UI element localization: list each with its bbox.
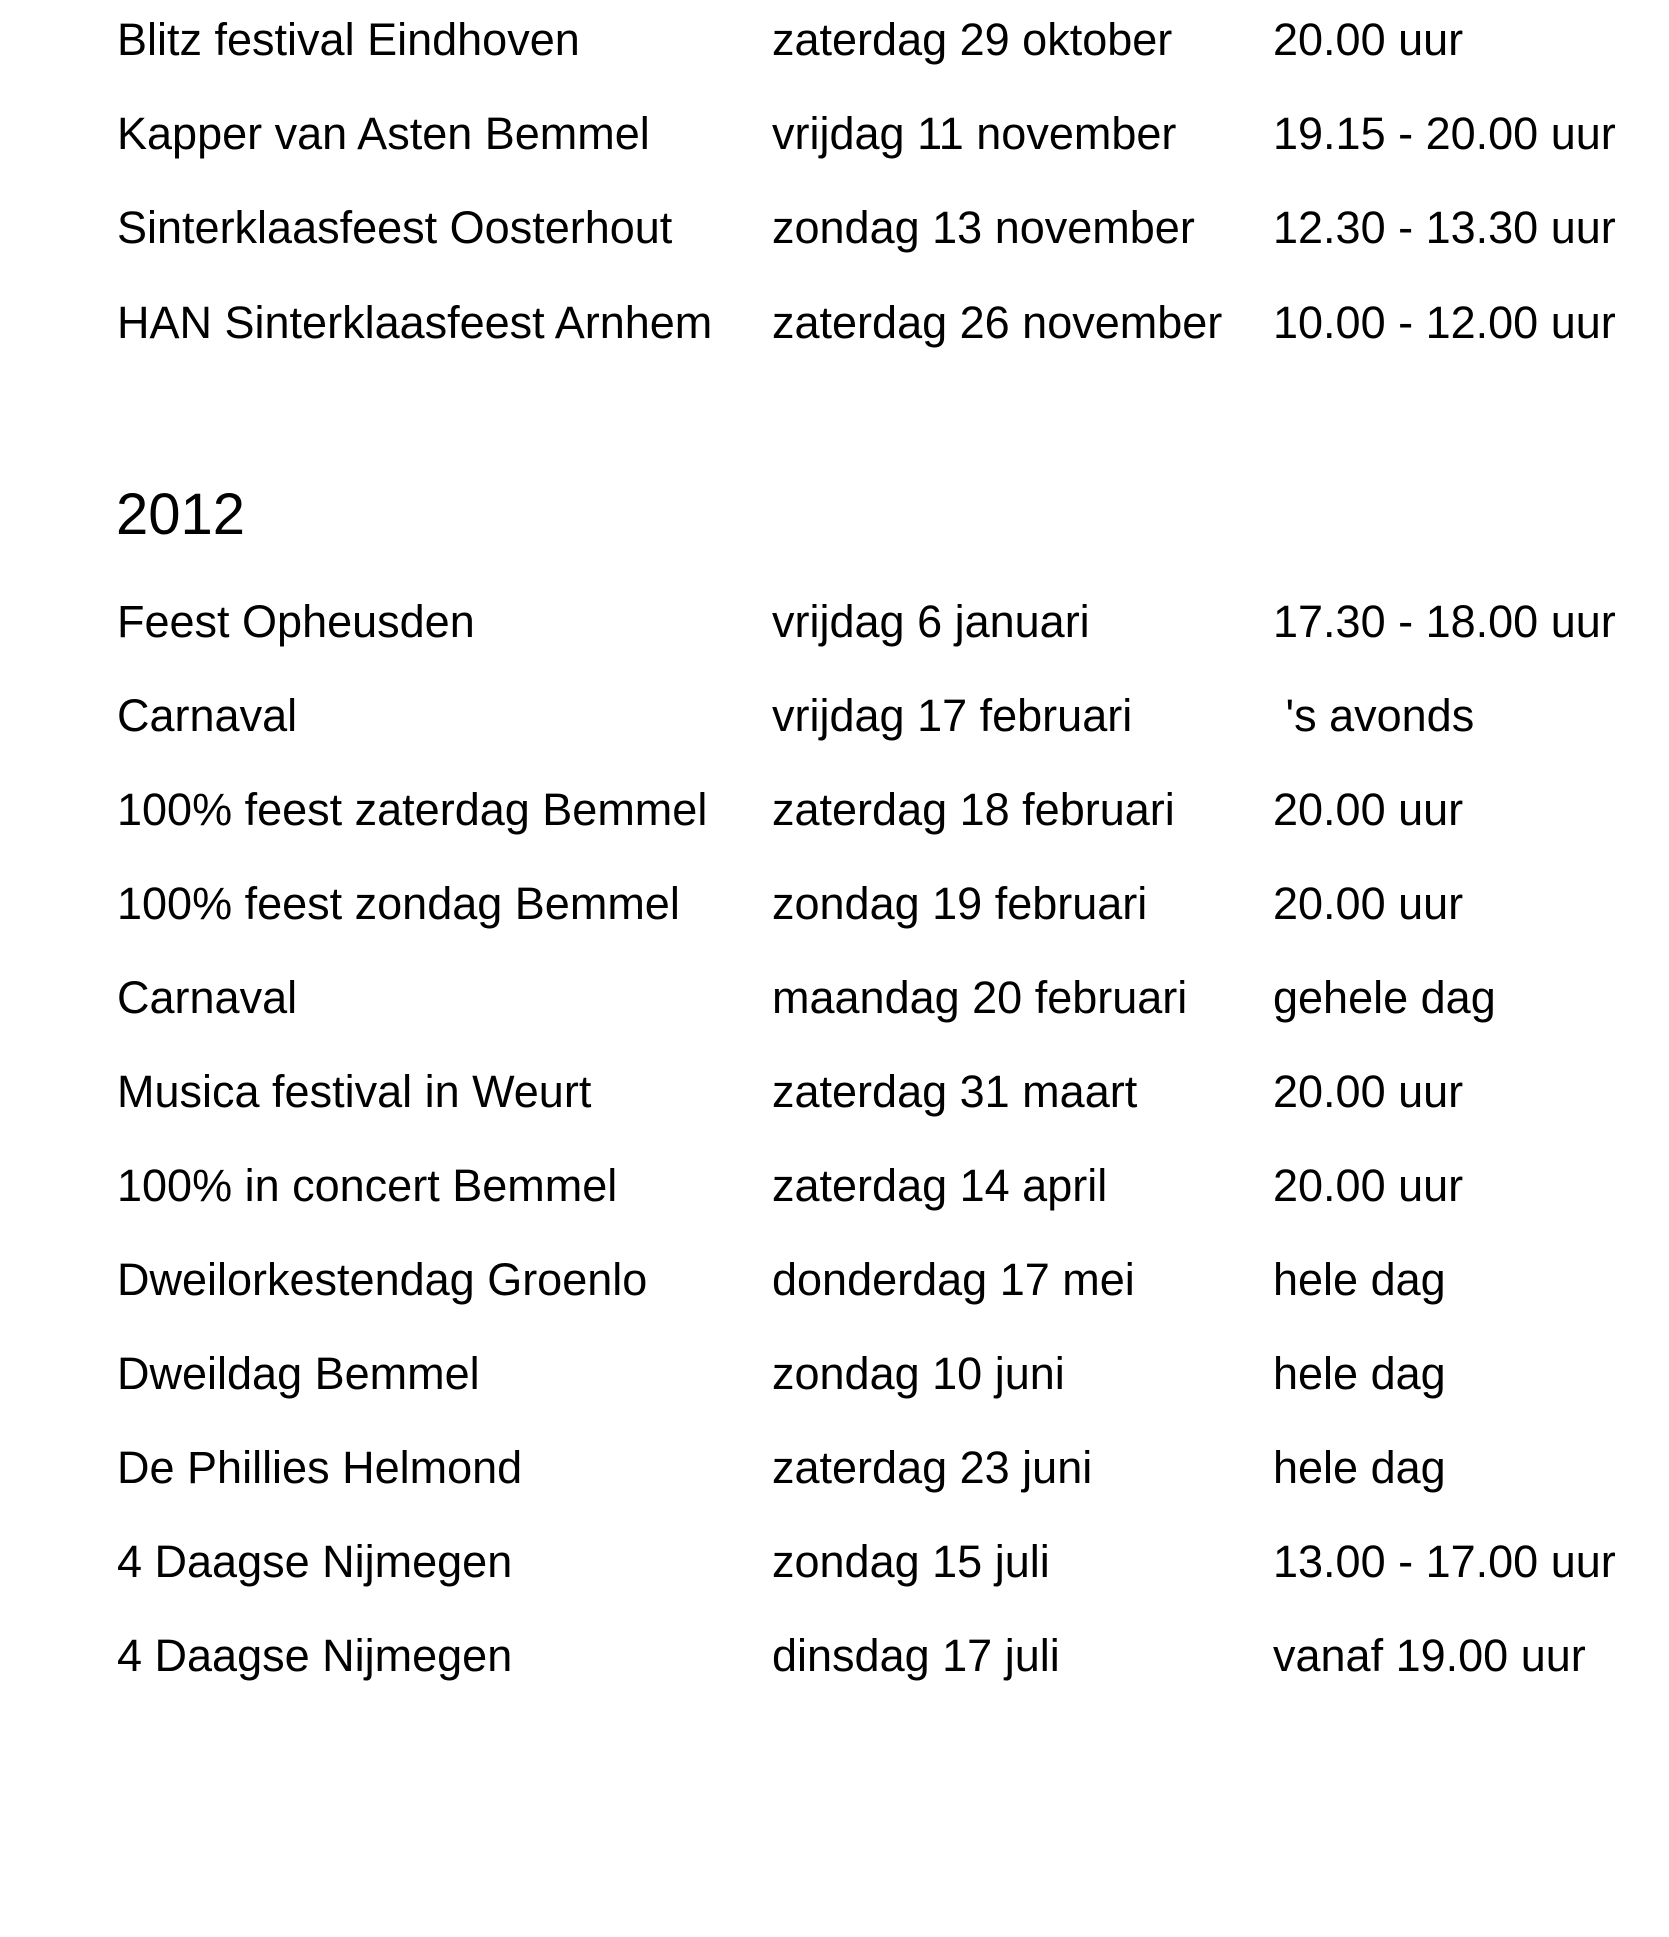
event-time: hele dag: [1273, 1254, 1446, 1305]
event-time: 12.30 - 13.30 uur: [1273, 202, 1616, 253]
event-date: zaterdag 31 maart: [772, 1066, 1138, 1117]
event-name: De Phillies Helmond: [117, 1442, 523, 1493]
event-time: 20.00 uur: [1273, 878, 1464, 929]
event-name: 100% feest zondag Bemmel: [117, 878, 680, 929]
event-time: gehele dag: [1273, 972, 1496, 1023]
event-time: 's avonds: [1273, 690, 1475, 741]
event-name: 100% in concert Bemmel: [117, 1160, 618, 1211]
event-date: zaterdag 18 februari: [772, 784, 1175, 835]
event-date: maandag 20 februari: [772, 972, 1188, 1023]
event-name: Carnaval: [117, 972, 298, 1023]
event-time: hele dag: [1273, 1442, 1446, 1493]
event-date: zaterdag 14 april: [772, 1160, 1108, 1211]
event-row: [0, 198, 1669, 258]
event-date: dinsdag 17 juli: [772, 1630, 1060, 1681]
event-time: 19.15 - 20.00 uur: [1273, 108, 1616, 159]
event-date: zondag 10 juni: [772, 1348, 1065, 1399]
year-heading: 2012: [116, 482, 246, 547]
event-row: [0, 592, 1669, 652]
event-time: 17.30 - 18.00 uur: [1273, 596, 1616, 647]
event-name: Dweildag Bemmel: [117, 1348, 480, 1399]
event-time: hele dag: [1273, 1348, 1446, 1399]
event-time: 20.00 uur: [1273, 1160, 1464, 1211]
event-row: [0, 780, 1669, 840]
event-row: [0, 686, 1669, 746]
event-date: vrijdag 6 januari: [772, 596, 1090, 647]
event-date: donderdag 17 mei: [772, 1254, 1135, 1305]
event-name: 100% feest zaterdag Bemmel: [117, 784, 708, 835]
event-name: Musica festival in Weurt: [117, 1066, 592, 1117]
event-name: 4 Daagse Nijmegen: [117, 1536, 513, 1587]
event-name: Kapper van Asten Bemmel: [117, 108, 650, 159]
event-row: [0, 1250, 1669, 1310]
event-name: Blitz festival Eindhoven: [117, 14, 580, 65]
event-row: [0, 1062, 1669, 1122]
event-time: 10.00 - 12.00 uur: [1273, 297, 1616, 348]
event-name: Sinterklaasfeest Oosterhout: [117, 202, 673, 253]
event-time: vanaf 19.00 uur: [1273, 1630, 1586, 1681]
event-date: zaterdag 26 november: [772, 297, 1223, 348]
event-row: [0, 874, 1669, 934]
event-date: vrijdag 17 februari: [772, 690, 1133, 741]
event-row: [0, 104, 1669, 164]
event-date: zondag 15 juli: [772, 1536, 1050, 1587]
event-name: Dweilorkestendag Groenlo: [117, 1254, 648, 1305]
event-row: [0, 1438, 1669, 1498]
event-name: Carnaval: [117, 690, 298, 741]
event-row: [0, 968, 1669, 1028]
event-date: vrijdag 11 november: [772, 108, 1177, 159]
event-date: zondag 13 november: [772, 202, 1195, 253]
event-name: 4 Daagse Nijmegen: [117, 1630, 513, 1681]
event-date: zaterdag 29 oktober: [772, 14, 1173, 65]
event-row: [0, 1626, 1669, 1686]
event-row: [0, 1532, 1669, 1592]
event-date: zondag 19 februari: [772, 878, 1148, 929]
event-name: Feest Opheusden: [117, 596, 475, 647]
event-row: [0, 10, 1669, 70]
event-row: [0, 293, 1669, 353]
event-name: HAN Sinterklaasfeest Arnhem: [117, 297, 713, 348]
event-row: [0, 1344, 1669, 1404]
event-time: 20.00 uur: [1273, 784, 1464, 835]
event-time: 20.00 uur: [1273, 14, 1464, 65]
event-date: zaterdag 23 juni: [772, 1442, 1093, 1493]
event-time: 13.00 - 17.00 uur: [1273, 1536, 1616, 1587]
event-row: [0, 1156, 1669, 1216]
event-time: 20.00 uur: [1273, 1066, 1464, 1117]
